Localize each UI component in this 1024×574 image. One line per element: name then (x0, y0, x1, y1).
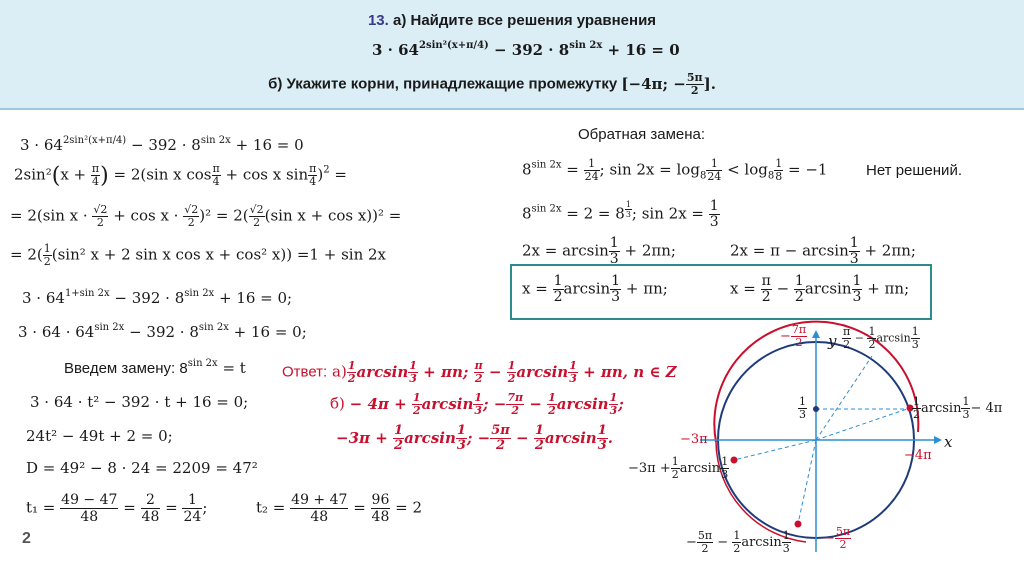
y-axis-label: y (828, 332, 837, 350)
root-point-3 (795, 521, 802, 528)
label-neg-7pi-2: − $\frac{7\pi}{2}$ (780, 323, 807, 349)
root-t2: t₂ = $\frac{49 + 47}{48}$ = $\frac{96}{48}$ = 2 (256, 492, 423, 525)
root-t1: t₁ = $\frac{49 - 47}{48}$ = $\frac{2}{48}$ = $\frac{1}{24}$ ; (26, 492, 208, 525)
task-line-b: б) Укажите корни, принадлежащие промежутку (268, 75, 618, 93)
interval-arc-lower (716, 442, 806, 542)
answer-c: −3π + $\frac{1}{2}$ arcsin $\frac{1}{3}$ ; − $\frac{5\pi}{2}$ − $\frac{1}{2}$ arcsin $\frac{1}{3}$ . (336, 423, 613, 453)
eq-exponent-step3: = 2( $\frac{1}{2}$ (sin² x + 2 sin x cos x + cos² x)) =1 + sin 2x (10, 242, 386, 268)
task-statement-b: б) Укажите корни, принадлежащие промежутку [−4π; − $\frac{5\pi}{2}$ ]. (268, 71, 716, 97)
eq-exponent-step2: = 2(sin x · $\frac{√2}{2}$ + cos x · $\frac{√2}{2}$ )² = 2( $\frac{√2}{2}$ (sin x + cos x))² = (10, 203, 402, 229)
x-axis-arrow-icon (934, 436, 942, 444)
general-solution-2: 2x = π − arcsin $\frac{1}{3}$ + 2πn; (730, 235, 916, 267)
answer-b: б) − 4π + $\frac{1}{2}$ arcsin $\frac{1}{3}$ ; − $\frac{7\pi}{2}$ − $\frac{1}{2}$ arcsin $\frac{1}{3}$ ; (330, 391, 624, 417)
radius-1 (816, 408, 910, 440)
quadratic-1: 3 · 64 · t² − 392 · t + 16 = 0; (30, 393, 249, 411)
label-bottom-root: − $\frac{5\pi}{2}$ − $\frac{1}{2}$ arcsin $\frac{1}{3}$ (686, 529, 790, 555)
point-one-third (813, 406, 819, 412)
label-top-root: $\frac{\pi}{2}$ − $\frac{1}{2}$ arcsin $\frac{1}{3}$ (843, 325, 919, 351)
task-header (0, 0, 1024, 110)
label-right-root: $\frac{1}{2}$ arcsin $\frac{1}{3}$ − 4π (913, 395, 1003, 421)
interval-left: −4π; (628, 74, 669, 93)
reverse-case-1: $8^{sin 2x}$ = $\frac{1}{24}$ ; $\sin 2x = \log_8$ $\frac{1}{24}$ < $\log_8$ $\frac{1}{8}$ = −1 (522, 157, 828, 183)
task-line-a: а) Найдите все решения уравнения (392, 12, 657, 29)
eq-split: $3 \cdot 64 \cdot 64^{sin 2x} - 392 \cdot 8^{sin 2x} + 16 = 0$; (18, 322, 307, 341)
reverse-case-2: $8^{sin 2x} = 2 = 8$ $^{\frac{1}{3}}$ ; sin 2x = $\frac{1}{3}$ (522, 198, 719, 230)
answer-a: Ответ: а) $\frac{1}{2}$ arcsin $\frac{1}{3}$ + πn; $\frac{\pi}{2}$ − $\frac{1}{2}$ arcsin $\frac{1}{3}$ + πn, n ∈ Z (282, 359, 677, 385)
unit-circle-diagram (600, 320, 1020, 572)
no-solutions: Нет решений. (866, 162, 962, 179)
label-neg-3pi: −3π (680, 432, 708, 447)
general-solution-1: 2x = arcsin $\frac{1}{3}$ + 2πn; (522, 235, 676, 267)
root-point-2 (731, 457, 738, 464)
label-y-one-third: $\frac{1}{3}$ (799, 395, 806, 421)
task-number: 13. (367, 12, 389, 29)
substitution: Введем замену: $8^{sin 2x} = t$ (64, 358, 246, 377)
eq-rewritten: $3 \cdot 64^{1+sin 2x} - 392 \cdot 8^{sin 2x} + 16 = 0$; (22, 288, 293, 307)
task-equation: $3 \cdot 64^{2sin^2(x+\pi/4)} - 392 \cdot 8^{sin 2x} + 16 = 0$ (372, 40, 680, 59)
radius-4 (798, 440, 816, 524)
interval-right-frac: $\frac{5\pi}{2}$ (686, 71, 703, 97)
page-number: 2 (22, 530, 31, 547)
label-left-root: −3π + $\frac{1}{2}$ arcsin $\frac{1}{3}$ (628, 455, 729, 481)
eq-original: $3 \cdot 64^{2sin^2(x+\pi/4)} - 392 \cdot 8^{sin 2x} + 16 = 0$ (20, 135, 304, 154)
task-statement-a (0, 12, 1024, 29)
label-neg-4pi: −4π (904, 448, 932, 463)
label-neg-5pi-2: − $\frac{5\pi}{2}$ (824, 525, 851, 551)
solution-x1: x = $\frac{1}{2}$ arcsin $\frac{1}{3}$ + πn; (522, 273, 668, 305)
radius-2 (816, 356, 872, 440)
radius-3 (734, 440, 816, 460)
eq-exponent-expand: 2sin²(x + $\frac{\pi}{4}$ ) = 2(sin x cos $\frac{\pi}{4}$ + cos x sin $\frac{\pi}{4}$ )$^2$ = (14, 162, 347, 189)
discriminant: D = 49² − 8 · 24 = 2209 = 47² (26, 459, 258, 477)
quadratic-2: 24t² − 49t + 2 = 0; (26, 427, 173, 445)
solution-x2: x = $\frac{\pi}{2}$ − $\frac{1}{2}$ arcsin $\frac{1}{3}$ + πn; (730, 273, 910, 305)
reverse-substitution-label: Обратная замена: (578, 126, 706, 143)
y-axis-arrow-icon (812, 330, 820, 338)
x-axis-label: x (944, 433, 953, 451)
